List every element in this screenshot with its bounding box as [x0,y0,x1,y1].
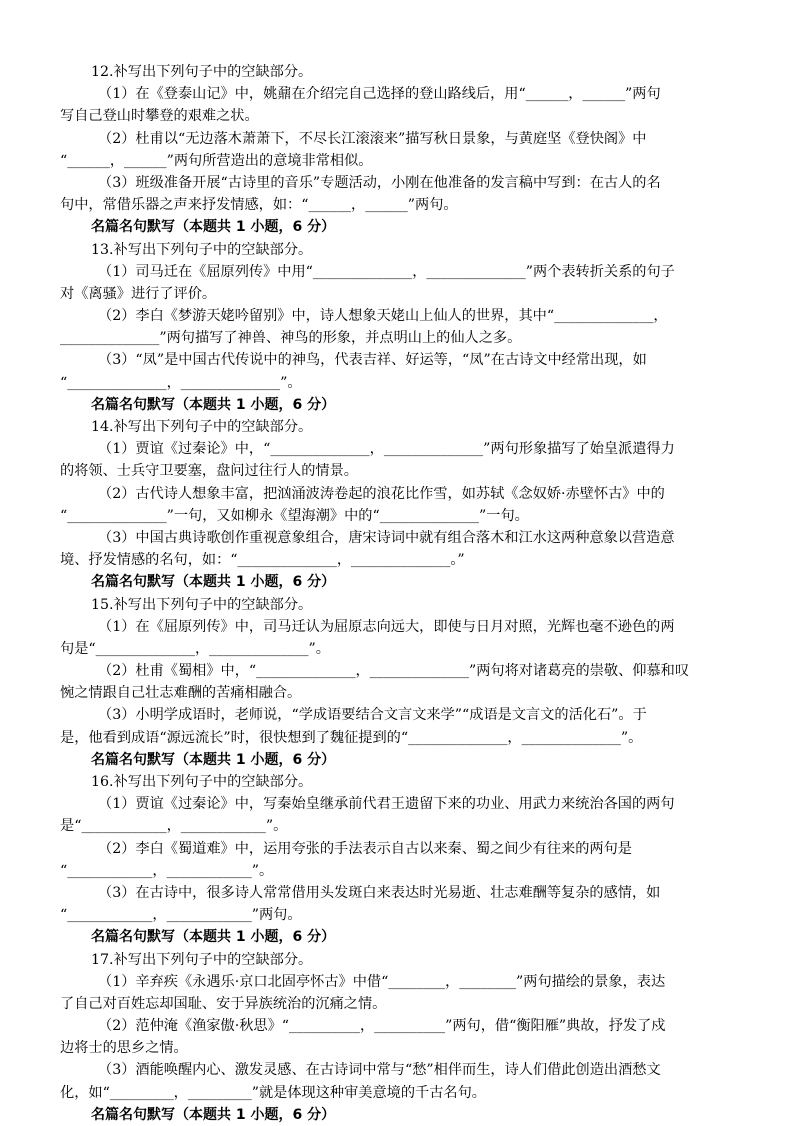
question-item: （3）“凤”是中国古代传说中的神鸟，代表吉祥、好运等，“凤”在古诗文中经常出现，如 [98,352,647,369]
question-item-cont: 是，他看到成语“源远流长”时，很快想到了魏征提到的“______________，______________”。 [60,729,643,746]
question-title: 15.补写出下列句子中的空缺部分。 [91,596,313,613]
question-item-cont: 边将士的思乡之情。 [60,1040,188,1057]
question-item-cont: 对《离骚》进行了评价。 [60,285,217,302]
question-item: （2）杜甫以“无边落木萧萧下，不尽长江滚滚来”描写秋日景象，与黄庭坚《登快阁》中 [98,130,647,147]
question-item: （1）司马迁在《屈原列传》中用“______________，______________”两个表转折关系的句子 [98,263,675,280]
question-item-cont: “____________，____________”。 [60,862,274,879]
question-item: （3）在古诗中，很多诗人常常借用头发斑白来表达时光易逝、壮志难酬等复杂的感情，如 [98,884,661,901]
question-item-cont: 句中，常借乐器之声来抒发情感，如：“______，______”两句。 [60,197,458,214]
question-item: （1）在《屈原列传》中，司马迁认为屈原志向远大，即使与日月对照，光辉也毫不逊色的两 [98,618,675,635]
question-item-cont: 写自己登山时攀登的艰难之状。 [60,108,259,125]
question-item-cont: “____________，____________”两句。 [60,907,302,924]
question-item-cont: “______________，______________”。 [60,374,302,391]
question-item: （2）李白《蜀道难》中，运用夸张的手法表示自古以来秦、蜀之间少有往来的两句是 [98,840,632,857]
question-title: 12.补写出下列句子中的空缺部分。 [91,64,313,80]
question-item-cont: “______，______”两句所营造出的意境非常相似。 [60,152,373,169]
section-heading: 名篇名句默写（本题共 1 小题，6 分） [91,574,336,591]
question-item: （3）小明学成语时，老师说，“学成语要结合文言文来学”“成语是文言文的活化石”。于 [98,707,647,724]
question-item: （3）酒能唤醒内心、激发灵感、在古诗词中常与“愁”相伴而生，诗人们借此创造出酒愁文 [98,1062,661,1079]
section-heading: 名篇名句默写（本题共 1 小题，6 分） [91,1106,336,1123]
question-title: 17.补写出下列句子中的空缺部分。 [91,951,313,968]
question-item: （2）古代诗人想象丰富，把汹涌波涛卷起的浪花比作雪，如苏轼《念奴娇·赤壁怀古》中的 [98,485,665,502]
question-title: 14.补写出下列句子中的空缺部分。 [91,419,313,435]
question-item: （2）范仲淹《渔家傲·秋思》“__________，__________”两句，借“衡阳雁”典故，抒发了戍 [98,1018,666,1035]
section-heading: 名篇名句默写（本题共 1 小题，6 分） [91,751,336,768]
question-item-cont: 句是“______________，______________”。 [60,640,330,657]
question-item: （1）贾谊《过秦论》中，“______________，______________”两句形象描写了始皇派遣得力 [98,441,675,458]
question-item: （3）中国古典诗歌创作重视意象组合，唐宋诗词中就有组合落木和江水这两种意象以营造意 [98,529,675,546]
section-heading: 名篇名句默写（本题共 1 小题，6 分） [91,219,336,236]
question-item: （1）在《登泰山记》中，姚鼐在介绍完自己选择的登山路线后，用“______，______”两句 [98,86,661,103]
question-item: （2）杜甫《蜀相》中，“______________，______________”两句将对诸葛亮的崇敬、仰慕和叹 [98,663,690,680]
question-item: （1）贾谊《过秦论》中，写秦始皇继承前代君王遗留下来的功业、用武力来统治各国的两句 [98,796,675,813]
question-item-cont: 是“____________，____________”。 [60,818,288,835]
question-item-cont: ______________”两句描写了神兽、神鸟的形象，并点明山上的仙人之多。 [60,330,522,347]
question-title: 13.补写出下列句子中的空缺部分。 [91,241,313,258]
question-item-cont: 化，如“_________，_________”就是体现这种审美意境的千古名句。 [60,1084,486,1101]
question-item: （1）辛弃疾《永遇乐·京口北固亭怀古》中借“________，________”两句描绘的景象，表达 [98,973,666,990]
question-item: （2）李白《梦游天姥吟留别》中，诗人想象天姥山上仙人的世界，其中“______________， [98,308,668,325]
section-heading: 名篇名句默写（本题共 1 小题，6 分） [91,396,336,413]
question-title: 16.补写出下列句子中的空缺部分。 [91,774,313,790]
document-body [60,61,740,1126]
question-item-cont: 的将领、士兵守卫要塞，盘问过往行人的情景。 [60,463,358,480]
question-item-cont: 了自己对百姓忘却国耻、安于异族统治的沉痛之情。 [60,995,387,1012]
question-item-cont: 境、抒发情感的名句，如：“______________，______________。” [60,552,465,569]
section-heading: 名篇名句默写（本题共 1 小题，6 分） [91,929,336,946]
question-item-cont: 惋之情跟自己壮志难酬的苦痛相融合。 [60,685,302,702]
question-item: （3）班级准备开展“古诗里的音乐”专题活动，小刚在他准备的发言稿中写到：在古人的名 [98,174,661,191]
question-item-cont: “______________”一句，又如柳永《望海潮》中的“______________”一句。 [60,507,529,524]
